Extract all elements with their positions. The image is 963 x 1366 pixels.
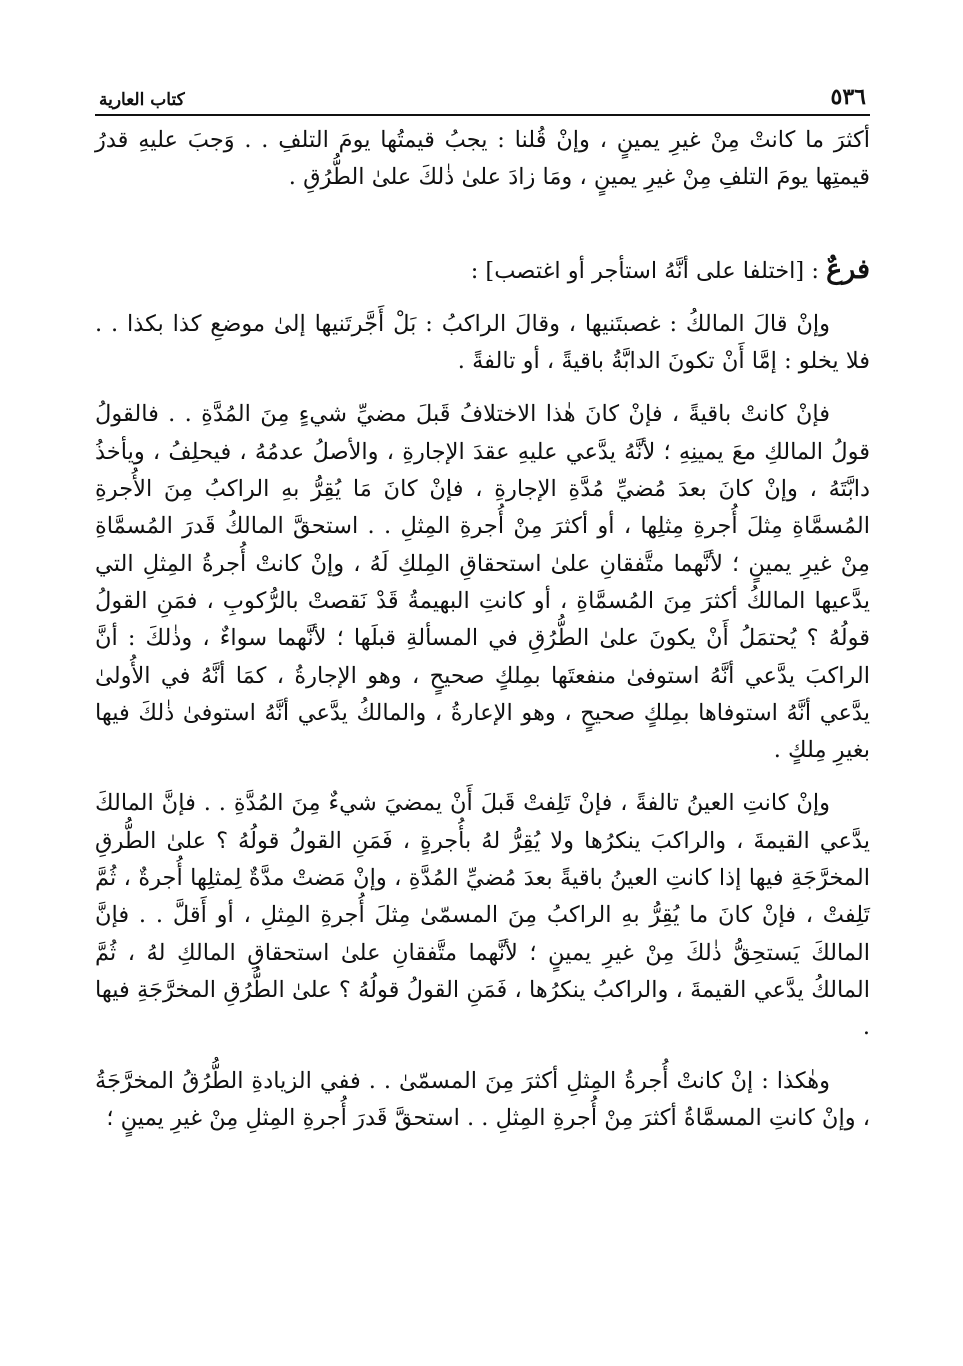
paragraph-2: وإنْ قالَ المالكُ : غصبتَنيها ، وقالَ الراكبُ : بَلْ أَجَّرتَنيها إلىٰ موضعِ كذا بكذا . . فلا يخلو : إمَّا أَنْ تكونَ الدابَّةُ باقيةً ، أو تالفةً . — [95, 310, 870, 375]
page-body — [95, 122, 870, 1137]
section-label: فرعٌ — [826, 253, 870, 285]
page-header — [95, 80, 870, 116]
document-page — [95, 80, 870, 1350]
page-number: ٥٣٦ — [830, 84, 866, 110]
book-title: كتاب العارية — [99, 90, 185, 110]
paragraph-5: وهٰكذا : إنْ كانتْ أُجرةُ المِثلِ أكثرَ مِنَ المسمّىٰ . . ففي الزيادةِ الطُّرُقُ المخرَّجَةُ ، وإنْ كانتِ المسمَّاةُ أكثرَ مِنْ أُجرةِ المِثلِ . . استحقَّ قَدرَ أُجرةِ المِثلِ مِنْ غيرِ يمينٍ ؛ — [95, 1067, 870, 1131]
paragraph-4: وإنْ كانتِ العينُ تالفةً ، فإنْ تَلِفتْ قَبلَ أَنْ يمضيَ شيءٌ مِنَ المُدَّةِ . . فإنَّ المالكَ يدَّعي القيمةَ ، والراكبَ ينكرُها ولا يُقِرُّ لهُ بأُجرةٍ ، فَمَنِ القولُ قولُهُ ؟ علىٰ الطُّرقِ المخرَّجَةِ فيها إذا كانتِ العينُ باقيةً بعدَ مُضيِّ المُدَّةِ ، وإنْ مَضتْ مدَّةٌ لِمثلِها أُجرةٌ ، ثُمَّ تَلِفتْ ، فإنْ كانَ ما يُقِرُّ بهِ الراكبُ مِنَ المسمّىٰ مِثلَ أُجرةِ المِثلِ ، أو أَقلَّ . . فإنَّ المالكَ يَستحِقُّ ذٰلكَ مِنْ غيرِ يمينٍ ؛ لأنَّهما متَّفقانِ علىٰ استحقاقِ المالكِ لهُ ، ثُمَّ المالكُ يدَّعي القيمةَ ، والراكبُ ينكرُها ، فَمَنِ القولُ قولُهُ ؟ علىٰ الطُّرُقِ المخرَّجَةِ فيها . — [95, 790, 870, 1041]
section-title: : [اختلفا على أنَّهُ استأجر أو اغتصب] : — [470, 257, 827, 284]
paragraph-3: فإنْ كانتْ باقيةً ، فإنْ كانَ هٰذا الاختلافُ قَبلَ مضيِّ شيءٍ مِنَ المُدَّةِ . . فالقولُ قولُ المالكِ معَ يمينِهِ ؛ لأنَّهُ يدَّعي عليهِ عقدَ الإجارةِ ، والأصلُ عدمُهُ ، فيحلِفُ ، ويأخذُ دابَّتَهُ ، وإنْ كانَ بعدَ مُضيِّ مُدَّةِ الإجارةِ ، فإنْ كانَ مَا يُقِرُّ بهِ الراكبُ مِنَ الأُجرةِ المُسمَّاةِ مِثلَ أُجرةِ مِثلِها ، أو أكثرَ مِنْ أُجرةِ المِثلِ . . استحقَّ المالكُ قَدرَ المُسمَّاةِ مِنْ غيرِ يمينٍ ؛ لأنَّهما متَّفقانِ علىٰ استحقاقِ المِلكِ لَهُ ، وإنْ كانتْ أُجرةُ المِثلِ التي يدَّعيها المالكُ أكثرَ مِنَ المُسمَّاةِ ، أو كانتِ البهيمةُ قَدْ نَقصتْ بالرُّكوبِ ، فمَنِ القولُ قولُهُ ؟ يُحتمَلُ أَنْ يكونَ علىٰ الطُّرُقِ في المسألةِ قبلَها ؛ لأنَّهما سواءٌ ، وذٰلكَ : أنَّ الراكبَ يدَّعي أنَّهُ استوفىٰ منفعتَها بمِلكٍ صحيحٍ ، وهو الإجارةُ ، كمَا أنَّهُ في الأُولىٰ يدَّعي أنَّهُ استوفاها بمِلكٍ صحيحٍ ، وهو الإعارةُ ، والمالكُ يدَّعي أنَّهُ استوفىٰ ذٰلكَ فيها بغيرِ مِلكٍ . — [95, 401, 870, 764]
paragraph-1: أكثرَ ما كانتْ مِنْ غيرِ يمينٍ ، وإنْ قُلنا : يجبُ قيمتُها يومَ التلفِ . . وَجبَ عليهِ قدرُ قيمتِها يومَ التلفِ مِنْ غيرِ يمينٍ ، ومَا زادَ علىٰ ذٰلكَ علىٰ الطُّرُقِ . — [95, 127, 870, 191]
section-heading — [95, 251, 870, 290]
